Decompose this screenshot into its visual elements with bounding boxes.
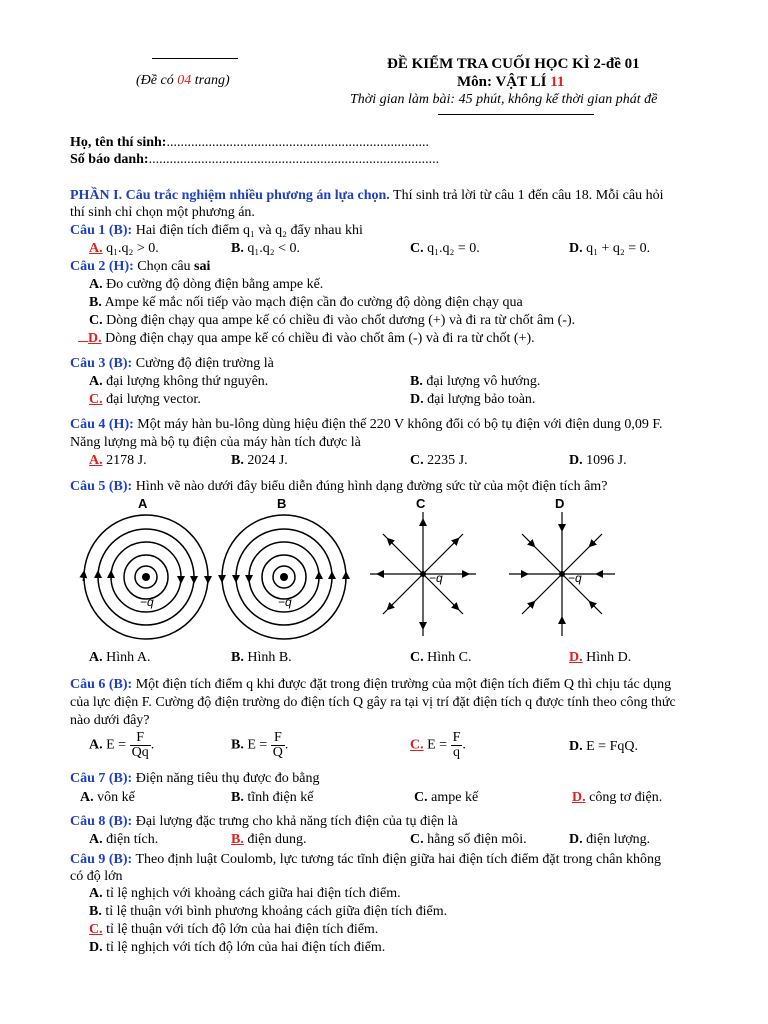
part1-instruction-line2: thí sinh chỉ chọn một phương án. — [70, 205, 255, 220]
figure-d-label: D — [555, 496, 565, 511]
q9-stem-line2: có độ lớn — [70, 869, 123, 884]
figure-a — [83, 496, 208, 639]
figure-c — [370, 496, 476, 636]
q8-option-a: A. điện tích. — [89, 832, 159, 847]
q9-option-b: B. tỉ lệ thuận với bình phương khoảng cách giữa điện tích điểm. — [89, 904, 448, 919]
student-name-line: Họ, tên thí sinh:........................................................................... — [70, 135, 429, 150]
q3-option-a: A. đại lượng không thứ nguyên. — [89, 374, 269, 389]
q5-option-d: D. Hình D. — [569, 650, 632, 665]
q6-a-fraction: $\frac{F}{Qq}$ — [131, 730, 149, 760]
figure-c-charge: −q — [429, 571, 443, 585]
q5-option-b: B. Hình B. — [231, 650, 292, 665]
exam-subject: Môn: VẬT LÍ 11 — [457, 74, 565, 90]
q8-option-b: B. điện dung. — [231, 832, 307, 847]
q5-option-a: A. Hình A. — [89, 650, 151, 665]
student-id-line: Số báo danh:................................................................................... — [70, 152, 440, 167]
q3-option-b: B. đại lượng vô hướng. — [410, 374, 541, 389]
q2-stem: Câu 2 (H): Chọn câu sai — [70, 259, 211, 274]
q9-option-a: A. tỉ lệ nghịch với khoảng cách giữa hai điện tích điểm. — [89, 886, 401, 901]
q6-option-b: B. E = $\frac{F}{Q}$ . — [231, 730, 289, 760]
q6-stem-line2: của lực điện F. Cường độ điện trường do điện tích Q gây ra tại vị trí đặt điện tích q được tính theo công thức — [70, 695, 676, 710]
q6-stem-line3: nào dưới đây? — [70, 713, 150, 728]
exam-title: ĐỀ KIỂM TRA CUỐI HỌC KÌ 2-đề 01 — [387, 56, 640, 72]
q9-option-c: C. tỉ lệ thuận với tích độ lớn của hai điện tích điểm. — [89, 922, 379, 937]
q6-c-fraction: $\frac{F}{q}$ — [452, 730, 461, 760]
q2-option-d: D. Dòng điện chạy qua ampe kế có chiều đi vào chốt âm (-) và đi ra từ chốt (+). — [78, 330, 535, 347]
q4-stem: Câu 4 (H): Một máy hàn bu-lông dùng hiệu điện thế 220 V không đổi có bộ tụ điện với điện dung 0,09 F. — [70, 417, 663, 432]
q2-option-c: C. Dòng điện chạy qua ampe kế có chiều đi vào chốt dương (+) và đi ra từ chốt âm (-). — [89, 313, 576, 328]
q8-option-d: D. điện lượng. — [569, 832, 651, 847]
page-count-note: (Đề có 04 trang) — [136, 73, 230, 88]
q1-option-a: A. q₁.q₂ > 0. — [89, 241, 159, 256]
q7-stem: Câu 7 (B): Điện năng tiêu thụ được đo bằng — [70, 771, 320, 786]
figure-a-label: A — [138, 496, 148, 511]
q1-option-b: B. q₁.q₂ < 0. — [231, 241, 301, 256]
q9-stem: Câu 9 (B): Theo định luật Coulomb, lực tương tác tĩnh điện giữa hai điện tích điểm đặt trong chân không — [70, 852, 661, 867]
part1-heading-line: PHẦN I. Câu trắc nghiệm nhiều phương án lựa chọn. Thí sinh trả lời từ câu 1 đến câu 18. Mỗi câu hỏi — [70, 188, 664, 203]
q4-option-a: A. 2178 J. — [89, 453, 147, 468]
q6-option-d: D. E = FqQ. — [569, 739, 638, 754]
q1-stem: Câu 1 (B): Hai điện tích điểm q₁ và q₂ đẩy nhau khi — [70, 223, 363, 238]
q7-option-d: D. công tơ điện. — [572, 790, 663, 805]
q7-option-c: C. ampe kế — [414, 790, 479, 805]
q2-option-b: B. Ampe kế mắc nối tiếp vào mạch điện cần đo cường độ dòng điện chạy qua — [89, 295, 523, 310]
q8-option-c: C. hằng số điện môi. — [410, 832, 527, 847]
exam-time-note: Thời gian làm bài: 45 phút, không kể thời gian phát đề — [350, 92, 658, 107]
figure-d — [509, 496, 615, 636]
figure-b — [222, 496, 346, 639]
q4-option-d: D. 1096 J. — [569, 453, 627, 468]
q7-option-a: A. vôn kế — [80, 790, 135, 805]
q3-option-d: D. đại lượng bảo toàn. — [410, 392, 536, 407]
figure-b-charge: −q — [278, 595, 292, 609]
figure-a-charge: −q — [140, 595, 154, 609]
q8-stem: Câu 8 (B): Đại lượng đặc trưng cho khả năng tích điện của tụ điện là — [70, 814, 458, 829]
figure-b-label: B — [277, 496, 287, 511]
q5-stem: Câu 5 (B): Hình vẽ nào dưới đây biểu diễn đúng hình dạng đường sức từ của một điện tích âm? — [70, 479, 608, 494]
q7-option-b: B. tĩnh điện kế — [231, 790, 314, 805]
q6-b-fraction: $\frac{F}{Q}$ — [272, 730, 283, 760]
figure-c-label: C — [416, 496, 426, 511]
q4-stem-line2: Năng lượng mà bộ tụ điện của máy hàn tích được là — [70, 435, 361, 450]
q6-stem: Câu 6 (B): Một điện tích điểm q khi được đặt trong điện trường của một điện tích điểm Q thì chịu tác dụng — [70, 677, 672, 692]
q4-option-b: B. 2024 J. — [231, 453, 288, 468]
q3-stem: Câu 3 (B): Cường độ điện trường là — [70, 356, 274, 371]
q9-option-d: D. tỉ lệ nghịch với tích độ lớn của hai điện tích điểm. — [89, 940, 386, 955]
q1-option-c: C. q₁.q₂ = 0. — [410, 241, 480, 256]
q6-option-a: A. E = $\frac{F}{Qq}$ . — [89, 730, 155, 760]
q6-option-c: C. E = $\frac{F}{q}$ . — [410, 730, 466, 760]
figure-d-charge: −q — [568, 571, 582, 585]
q3-option-c: C. đại lượng vector. — [89, 392, 201, 407]
q1-option-d: D. q₁ + q₂ = 0. — [569, 241, 651, 256]
q5-option-c: C. Hình C. — [410, 650, 472, 665]
q2-option-a: A. Đo cường độ dòng điện bằng ampe kế. — [89, 277, 324, 292]
q4-option-c: C. 2235 J. — [410, 453, 468, 468]
